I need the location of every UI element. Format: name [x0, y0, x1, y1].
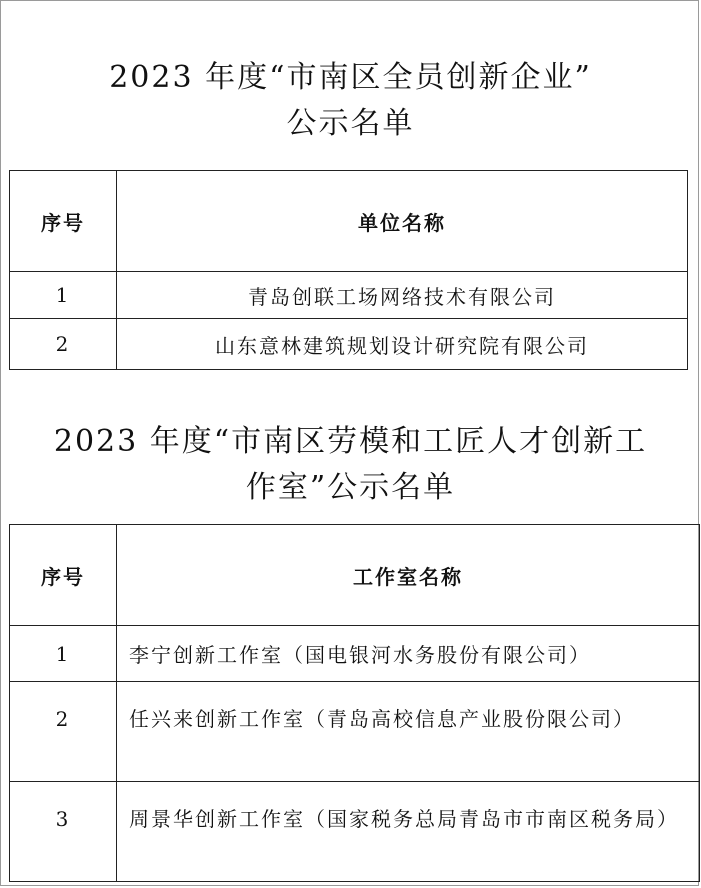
- enterprise-table: [9, 170, 688, 370]
- table-row: [10, 682, 700, 782]
- row-index: 1: [10, 272, 117, 319]
- header-name: 单位名称: [117, 171, 688, 272]
- row-name: 任兴来创新工作室（青岛高校信息产业股份限公司）: [117, 682, 700, 782]
- row-index: 1: [10, 626, 117, 682]
- row-index: 2: [10, 682, 117, 782]
- table-header-row: [10, 171, 688, 272]
- section1-title-line2: 公示名单: [286, 106, 415, 141]
- row-name: 李宁创新工作室（国电银河水务股份有限公司）: [117, 626, 700, 682]
- row-name: 青岛创联工场网络技术有限公司: [117, 272, 688, 319]
- table-row: [10, 272, 688, 319]
- table-row: [10, 626, 700, 682]
- header-name: 工作室名称: [117, 525, 700, 626]
- header-index: 序号: [10, 525, 117, 626]
- table-row: [10, 782, 700, 882]
- table-header-row: [10, 525, 700, 626]
- section1-title: [0, 55, 701, 147]
- table-row: [10, 319, 688, 370]
- row-name: 周景华创新工作室（国家税务总局青岛市市南区税务局）: [117, 782, 700, 882]
- studio-table: [9, 524, 700, 882]
- section2-title-line1: 2023 年度“市南区劳模和工匠人才创新工: [53, 424, 648, 459]
- header-index: 序号: [10, 171, 117, 272]
- row-index: 2: [10, 319, 117, 370]
- section2-title: [0, 419, 701, 511]
- section2-title-line2: 作室”公示名单: [245, 470, 456, 505]
- row-index: 3: [10, 782, 117, 882]
- row-name: 山东意林建筑规划设计研究院有限公司: [117, 319, 688, 370]
- section1-title-line1: 2023 年度“市南区全员创新企业”: [109, 60, 592, 95]
